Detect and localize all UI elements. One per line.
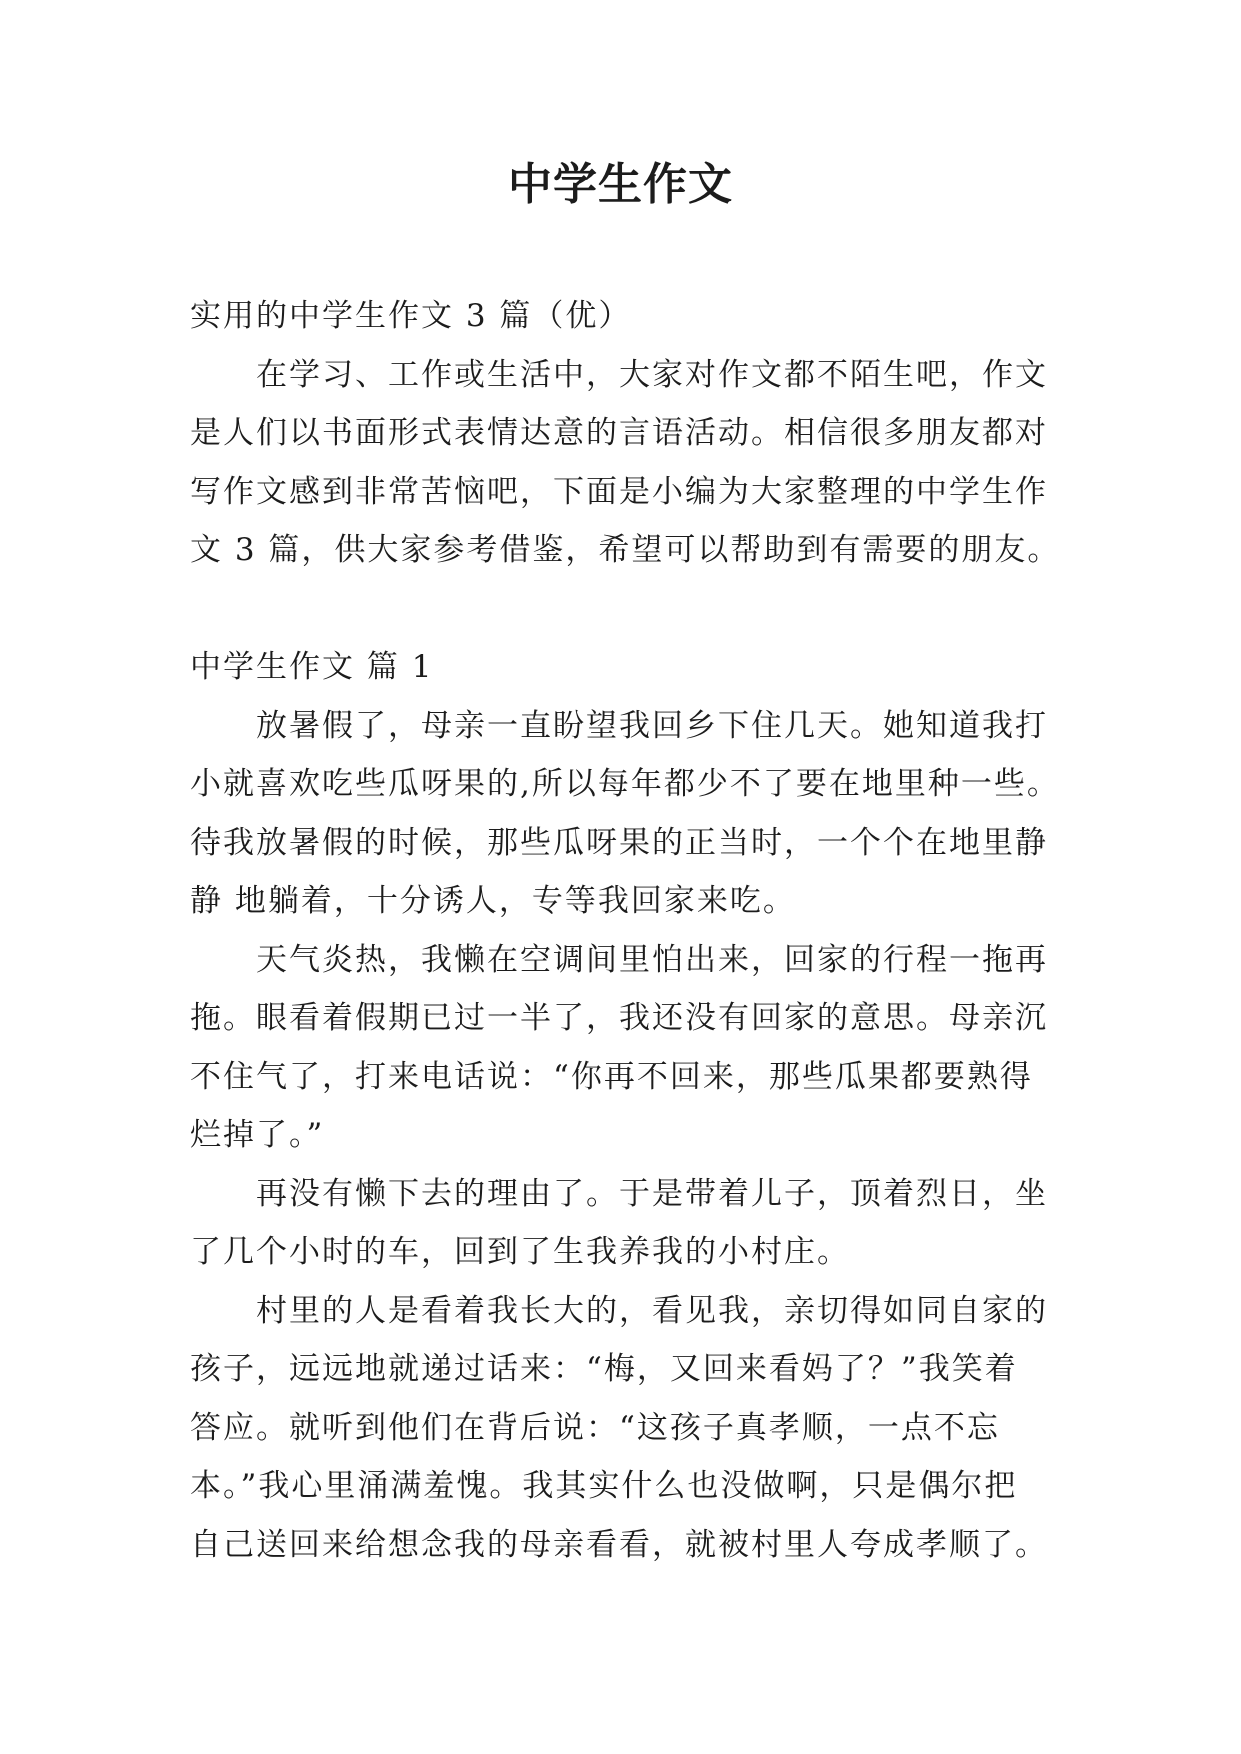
paragraph-line: 放暑假了，母亲一直盼望我回乡下住几天。她知道我打 [256, 707, 1048, 744]
paragraph-line: 村里的人是看着我长大的，看见我，亲切得如同自家的 [256, 1292, 1048, 1329]
paragraph-line: 答应。就听到他们在背后说：“这孩子真孝顺，一点不忘 [190, 1409, 1000, 1446]
paragraph-line: 了几个小时的车，回到了生我养我的小村庄。 [190, 1234, 850, 1270]
paragraph-line: 是人们以书面形式表情达意的言语活动。相信很多朋友都对 [190, 415, 1048, 451]
section-heading: 中学生作文 篇 1 [190, 649, 434, 685]
document-body [190, 287, 1070, 1574]
paragraph-line: 孩子，远远地就递过话来：“梅，又回来看妈了？”我笑着 [190, 1351, 1018, 1387]
paragraph-line: 自己送回来给想念我的母亲看看，就被村里人夸成孝顺了。 [190, 1526, 1048, 1563]
paragraph-line: 小就喜欢吃些瓜呀果的,所以每年都少不了要在地里种一些。 [190, 766, 1060, 802]
page-title: 中学生作文 [508, 159, 733, 210]
paragraph-line: 再没有懒下去的理由了。于是带着儿子，顶着烈日，坐 [256, 1175, 1048, 1212]
subtitle: 实用的中学生作文 3 篇（优） [190, 298, 632, 334]
paragraph-line: 拖。眼看着假期已过一半了，我还没有回家的意思。母亲沉 [190, 1000, 1048, 1036]
paragraph-line: 不住气了，打来电话说：“你再不回来，那些瓜果都要熟得 [190, 1058, 1033, 1095]
paragraph-line: 天气炎热，我懒在空调间里怕出来，回家的行程一拖再 [256, 941, 1048, 978]
paragraph [190, 1165, 1070, 1282]
paragraph [190, 931, 1070, 1165]
paragraph [190, 1282, 1070, 1575]
paragraph-line: 静 地躺着，十分诱人，专等我回家来吃。 [190, 883, 796, 919]
paragraph-line: 烂掉了。” [190, 1117, 325, 1153]
intro-paragraph [190, 346, 1070, 580]
paragraph-line: 本。”我心里涌满羞愧。我其实什么也没做啊，只是偶尔把 [190, 1468, 1018, 1504]
paragraph-line: 待我放暑假的时候，那些瓜呀果的正当时，一个个在地里静 [190, 824, 1048, 861]
paragraph-line: 在学习、工作或生活中，大家对作文都不陌生吧，作文 [256, 356, 1048, 393]
blank-line [190, 580, 1070, 639]
paragraph-line: 写作文感到非常苦恼吧，下面是小编为大家整理的中学生作 [190, 473, 1048, 510]
paragraph-line: 文 3 篇，供大家参考借鉴，希望可以帮助到有需要的朋友。 [190, 532, 1061, 568]
paragraph [190, 697, 1070, 931]
